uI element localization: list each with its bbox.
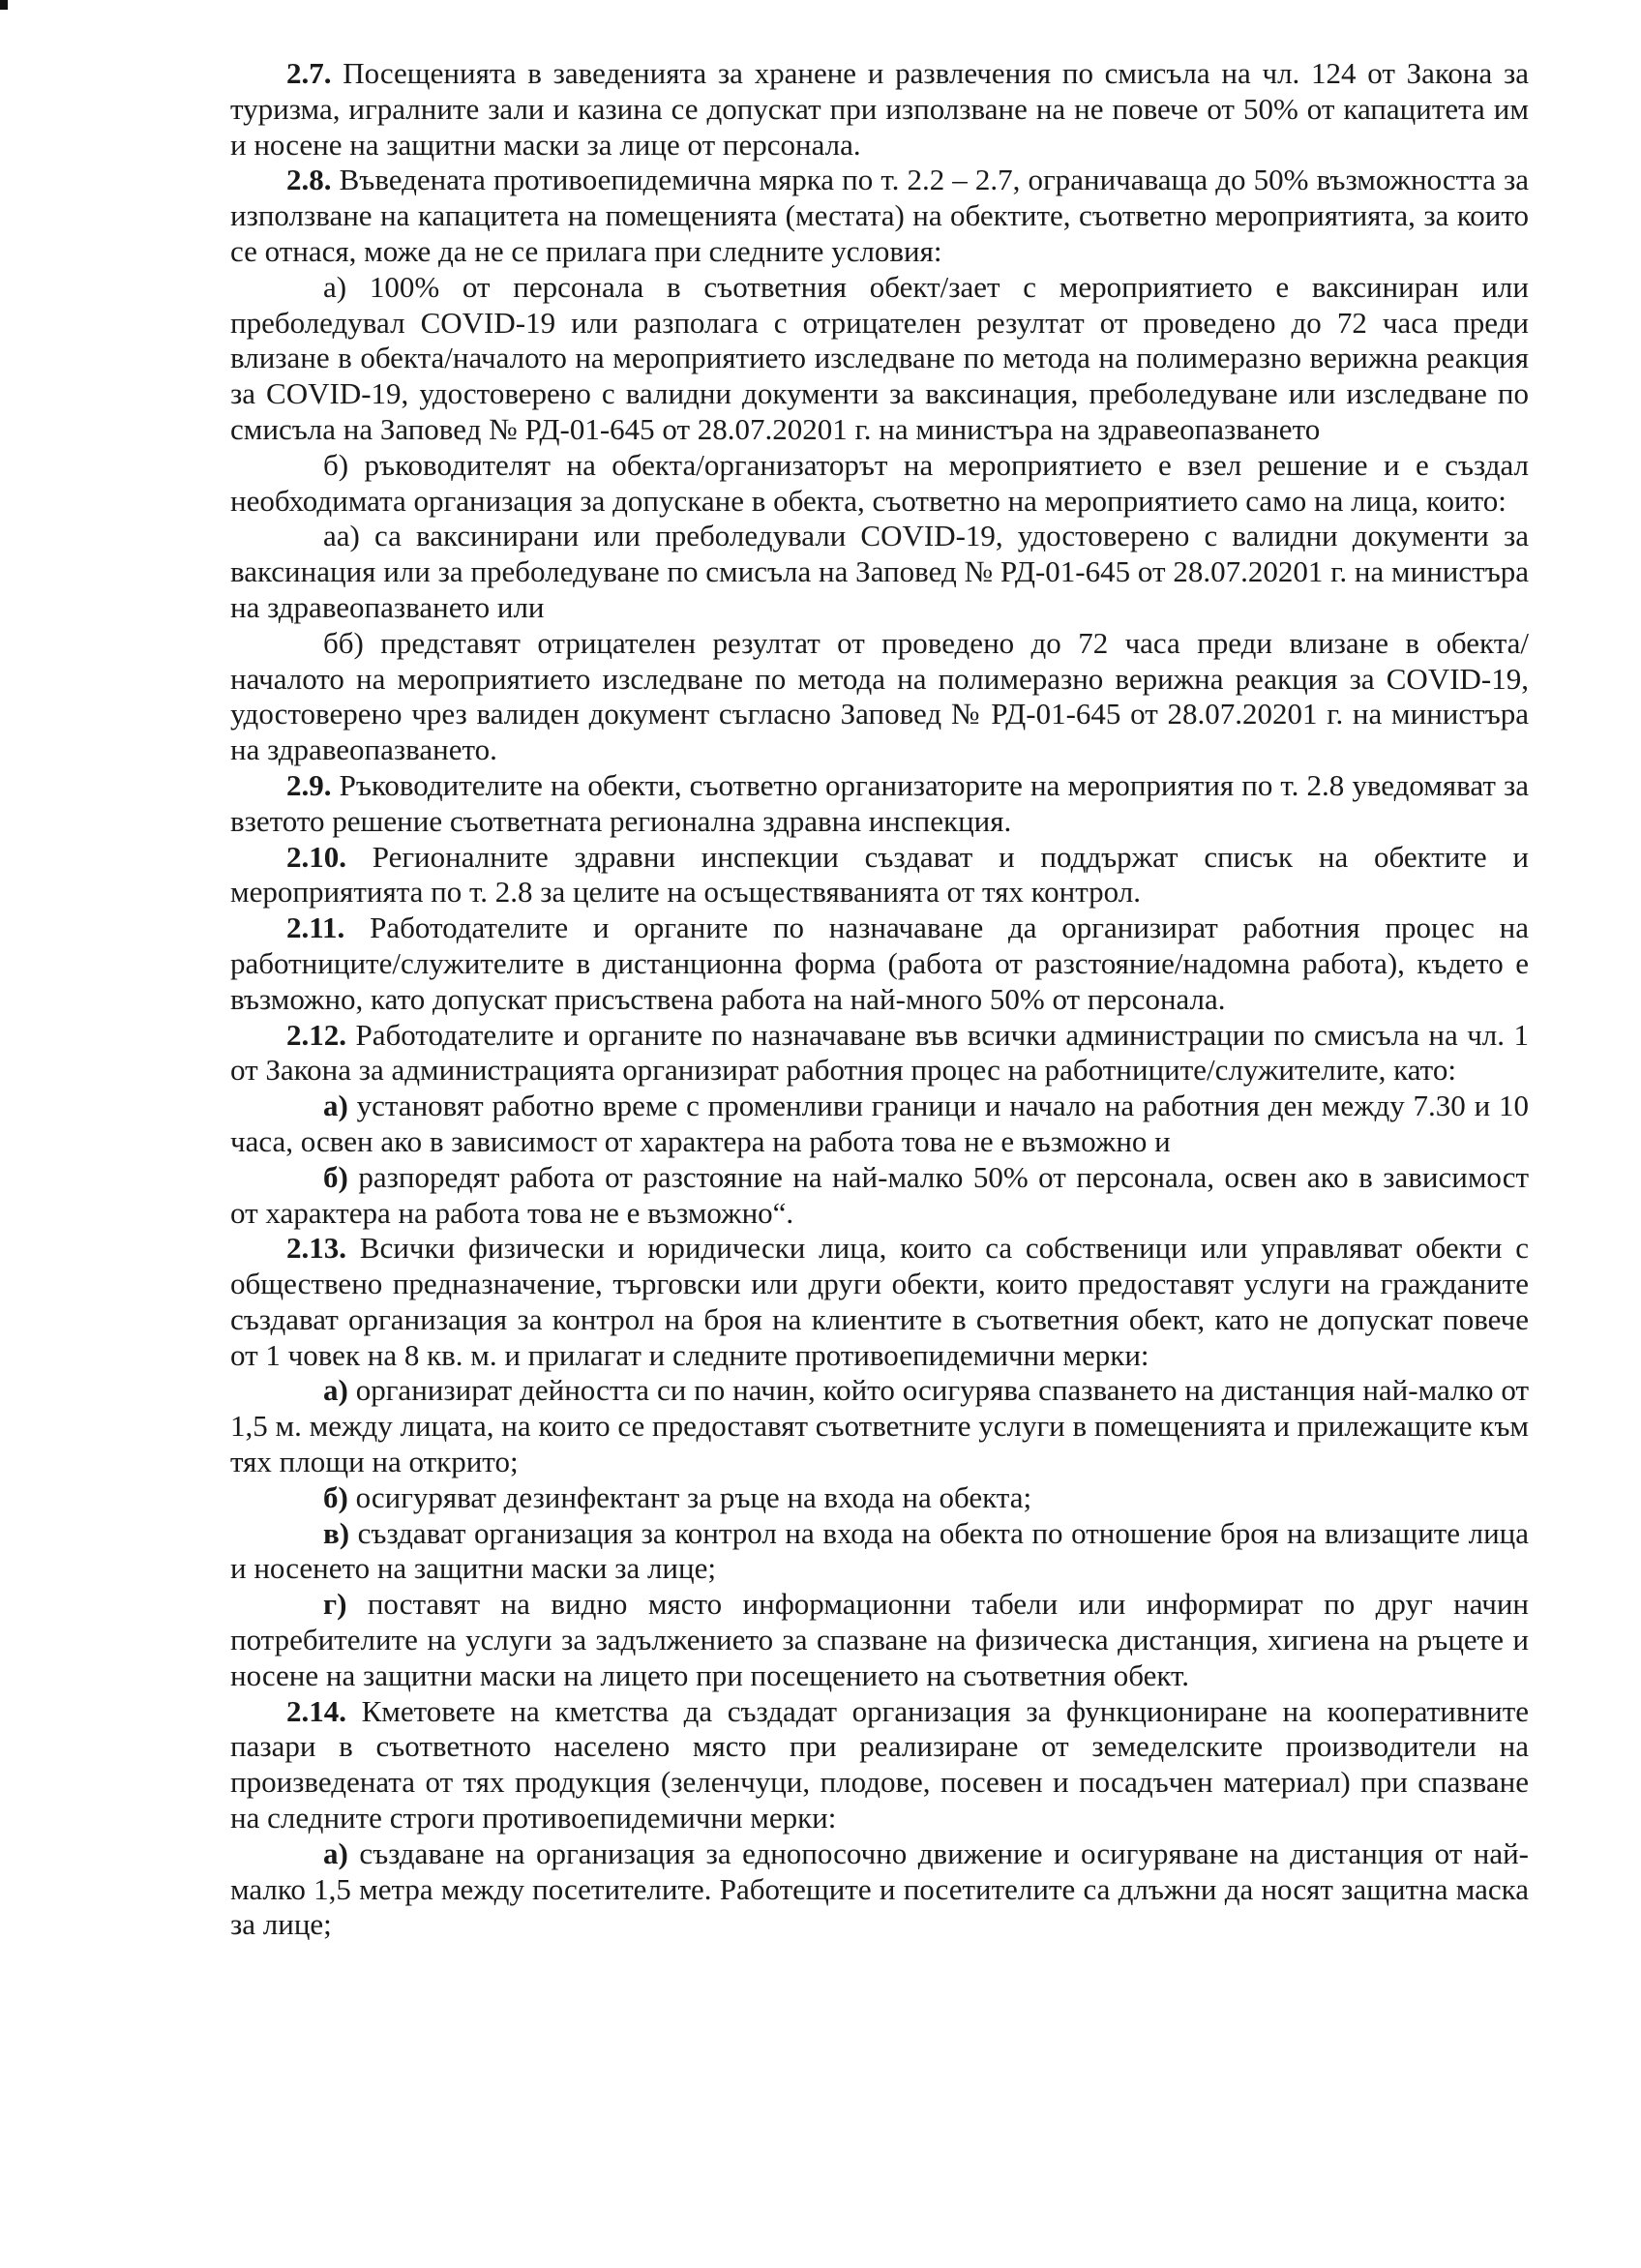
item-letter: а) xyxy=(323,1089,348,1123)
paragraph-2-14-a xyxy=(230,1836,1529,1943)
clause-number: 2.12. xyxy=(286,1017,346,1052)
paragraph-2-13-g xyxy=(230,1587,1529,1693)
clause-number: 2.8. xyxy=(286,163,332,197)
paragraph-2-12-a xyxy=(230,1089,1529,1160)
clause-text: Регионалните здравни инспекции създават и поддържат списък на обектите и мероприятията по т. 2.8 за целите на осъществяванията от тях контрол. xyxy=(230,839,1529,910)
paragraph-2-13-v xyxy=(230,1516,1529,1588)
clause-text: установят работно време с променливи граници и начало на работния ден между 7.30 и 10 часа, освен ако в зависимост от характера на работа това не е възможно и xyxy=(230,1089,1529,1158)
item-letter: г) xyxy=(323,1587,347,1622)
clause-number: 2.13. xyxy=(286,1231,346,1266)
clause-text: поставят на видно място информационни табели или информират по друг начин потребителите на услуги за задължението за спазване на физическа дистанция, хигиена на ръцете и носене на защитни маски на лицето при посещението на съответния обект. xyxy=(230,1587,1529,1692)
paragraph-2-10 xyxy=(230,840,1529,911)
clause-number: 2.14. xyxy=(286,1693,346,1728)
clause-number: 2.11. xyxy=(286,910,345,945)
paragraph-2-12 xyxy=(230,1018,1529,1089)
paragraph-2-13-b xyxy=(230,1480,1529,1516)
clause-text: организират дейността си по начин, който осигурява спазването на дистанция най-малко от 1,5 м. между лицата, на които се предоставят съответните услуги в помещенията и прилежащите към тях площи на открито; xyxy=(230,1373,1530,1479)
paragraph-2-14 xyxy=(230,1694,1529,1836)
clause-text: осигуряват дезинфектант за ръце на входа на обекта; xyxy=(355,1479,1032,1514)
clause-text: Ръководителите на обекти, съответно организаторите на мероприятия по т. 2.8 уведомяват за взетото решение съответната регионална здравна инспекция. xyxy=(230,767,1530,838)
clause-text: а) 100% от персонала в съответния обект/зает с мероприятието е ваксиниран или преболедувал COVID-19 или разполага с отрицателен резултат от проведено до 72 часа преди влизане в обекта/началото на мероприятието изследване по метода на полимеразно верижна реакция за COVID-19, удостоверено с валидни документи за ваксинация, преболедуване или изследване по смисъла на Заповед № РД-01-645 от 28.07.20201 г. на министъра на здравеопазването xyxy=(230,269,1529,446)
item-letter: б) xyxy=(323,1159,348,1194)
clause-text: създават организация за контрол на входа на обекта по отношение броя на влизащите лица и носенето на защитни маски за лице; xyxy=(230,1515,1530,1586)
paragraph-2-11 xyxy=(230,910,1529,1017)
paragraph-2-8-b-bb xyxy=(230,626,1529,768)
clause-text: б) ръководителят на обекта/организаторът на мероприятието е взел решение и е създал необходимата организация за допускане в обекта, съответно на мероприятието само на лица, които: xyxy=(230,447,1529,518)
clause-text: Всички физически и юридически лица, които са собственици или управляват обекти с обществено предназначение, търговски или други обекти, които предоставят услуги на гражданите създават организация за контрол на броя на клиентите в съответния обект, като не допускат повече от 1 човек на 8 кв. м. и прилагат и следните противоепидемични мерки: xyxy=(230,1231,1529,1372)
clause-text: Работодателите и органите по назначаване да организират работния процес на работниците/служителите в дистанционна форма (работа от разстояние/надомна работа), където е възможно, като допускат присъствена работа на най-много 50% от персонала. xyxy=(230,910,1530,1016)
clause-text: аа) са ваксинирани или преболедували COVID-19, удостоверено с валидни документи за ваксинация или за преболедуване по смисъла на Заповед № РД-01-645 от 28.07.20201 г. на министъра на здравеопазването или xyxy=(230,519,1529,624)
clause-number: 2.10. xyxy=(286,839,346,874)
scan-corner-mark xyxy=(0,0,8,10)
paragraph-2-8-a xyxy=(230,270,1529,448)
clause-text: бб) представят отрицателен резултат от проведено до 72 часа преди влизане в обекта/началото на мероприятието изследване по метода на полимеразно верижна реакция за COVID-19, удостоверено чрез валиден документ съгласно Заповед № РД-01-645 от 28.07.20201 г. на министъра на здравеопазването. xyxy=(230,625,1529,767)
clause-text: Работодателите и органите по назначаване във всички администрации по смисъла на чл. 1 от Закона за администрацията организират работния процес на работниците/служителите, като: xyxy=(230,1017,1529,1088)
clause-text: Въведената противоепидемична мярка по т. 2.2 – 2.7, ограничаваща до 50% възможността за използване на капацитета на помещенията (местата) на обектите, съответно мероприятията, за които се отнася, може да не се прилага при следните условия: xyxy=(230,163,1529,268)
paragraph-2-12-b xyxy=(230,1160,1529,1232)
item-letter: а) xyxy=(323,1835,348,1870)
document-page xyxy=(230,56,1529,1943)
item-letter: б) xyxy=(323,1479,348,1514)
item-letter: а) xyxy=(323,1373,348,1408)
item-letter: в) xyxy=(323,1515,350,1550)
clause-number: 2.9. xyxy=(286,767,332,802)
paragraph-2-13-a xyxy=(230,1373,1529,1479)
paragraph-2-8 xyxy=(230,163,1529,269)
clause-text: Кметовете на кметства да създадат организация за функциониране на кооперативните пазари в съответното населено място при реализиране от земеделските производители на произведената от тях продукция (зеленчуци, плодове, посевен и посадъчен материал) при спазване на следните строги противоепидемични мерки: xyxy=(230,1693,1529,1835)
paragraph-2-9 xyxy=(230,768,1529,840)
paragraph-2-7 xyxy=(230,56,1529,163)
clause-text: разпоредят работа от разстояние на най-малко 50% от персонала, освен ако в зависимост от характера на работа това не е възможно“. xyxy=(230,1159,1530,1230)
clause-number: 2.7. xyxy=(286,56,332,90)
clause-text: Посещенията в заведенията за хранене и развлечения по смисъла на чл. 124 от Закона за туризма, игралните зали и казина се допускат при използване на не повече от 50% от капацитета им и носене на защитни маски за лице от персонала. xyxy=(230,56,1530,162)
paragraph-2-8-b-aa xyxy=(230,519,1529,625)
clause-text: създаване на организация за еднопосочно движение и осигуряване на дистанция от най-малко 1,5 метра между посетителите. Работещите и посетителите са длъжни да носят защитна маска за лице; xyxy=(230,1835,1530,1942)
paragraph-2-13 xyxy=(230,1231,1529,1373)
paragraph-2-8-b xyxy=(230,448,1529,520)
